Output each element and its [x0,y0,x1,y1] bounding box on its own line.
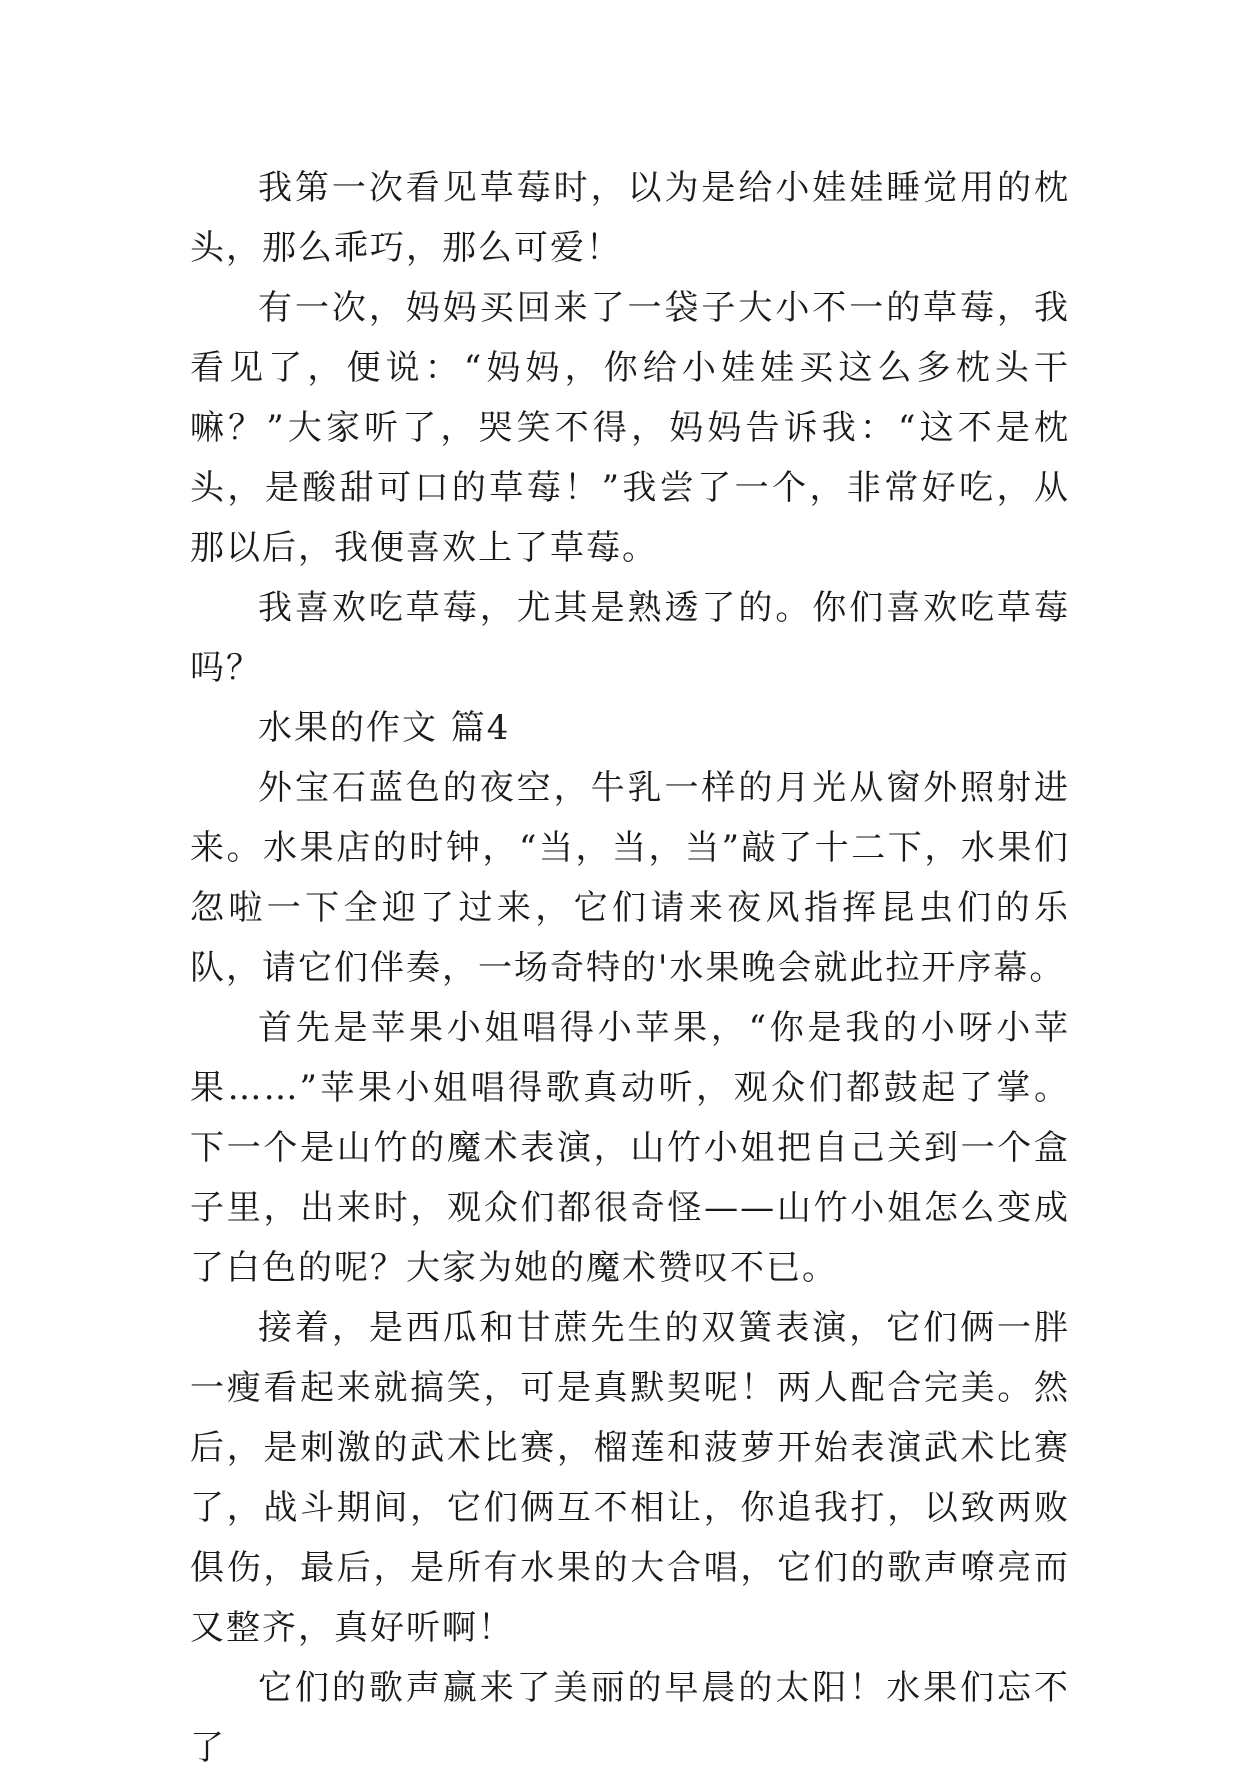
document-body [190,158,1070,1778]
paragraph-apple-and-mangosteen: 首先是苹果小姐唱得小苹果，“你是我的小呀小苹果……”苹果小姐唱得歌真动听，观众们都鼓起了掌。下一个是山竹的魔术表演，山竹小姐把自己关到一个盒子里，出来时，观众们都很奇怪——山竹小姐怎么变成了白色的呢？大家为她的魔术赞叹不已。 [190,1008,1070,1288]
paragraph-love-strawberries: 我喜欢吃草莓，尤其是熟透了的。你们喜欢吃草莓吗？ [190,588,1070,688]
paragraph-morning-sun: 它们的歌声赢来了美丽的早晨的太阳！水果们忘不了 [190,1668,1070,1768]
section-heading: 水果的作文 篇4 [258,708,511,748]
paragraph-mom-bought-strawberries: 有一次，妈妈买回来了一袋子大小不一的草莓，我看见了，便说：“妈妈，你给小娃娃买这么多枕头干嘛？”大家听了，哭笑不得，妈妈告诉我：“这不是枕头，是酸甜可口的草莓！”我尝了一个，非常好吃，从那以后，我便喜欢上了草莓。 [190,288,1070,568]
paragraph-watermelon-and-durian: 接着，是西瓜和甘蔗先生的双簧表演，它们俩一胖一瘦看起来就搞笑，可是真默契呢！两人配合完美。然后，是刺激的武术比赛，榴莲和菠萝开始表演武术比赛了，战斗期间，它们俩互不相让，你追我打，以致两败俱伤，最后，是所有水果的大合唱，它们的歌声嘹亮而又整齐，真好听啊！ [190,1308,1070,1648]
paragraph-strawberry-pillow: 我第一次看见草莓时，以为是给小娃娃睡觉用的枕头，那么乖巧，那么可爱！ [190,168,1070,268]
paragraph-night-sky: 外宝石蓝色的夜空，牛乳一样的月光从窗外照射进来。水果店的时钟，“当，当，当”敲了十二下，水果们忽啦一下全迎了过来，它们请来夜风指挥昆虫们的乐队，请它们伴奏，一场奇特的'水果晚会就此拉开序幕。 [190,768,1070,988]
